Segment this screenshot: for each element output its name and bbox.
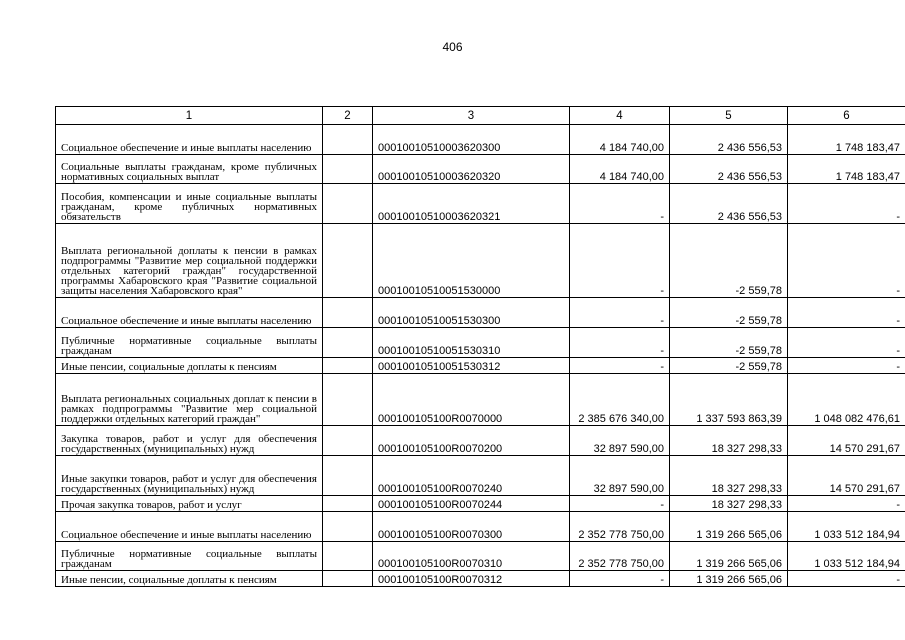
row-value-6: 1 748 183,47	[788, 155, 905, 184]
table-row	[56, 298, 905, 328]
row-col2	[323, 426, 373, 456]
row-value-4: -	[570, 298, 670, 328]
row-code: 000100105100R0070300	[373, 512, 570, 542]
row-value-6: 1 748 183,47	[788, 125, 905, 155]
row-name: Пособия, компенсации и иные социальные выплаты гражданам, кроме публичных нормативных обязательств	[56, 184, 323, 224]
row-code: 00010010510003620320	[373, 155, 570, 184]
row-code: 000100105100R0070244	[373, 496, 570, 512]
row-value-5: -2 559,78	[670, 298, 788, 328]
row-value-5: 1 319 266 565,06	[670, 512, 788, 542]
row-name: Иные закупки товаров, работ и услуг для обеспечения государственных (муниципальных) нужд	[56, 456, 323, 496]
row-value-6: 1 048 082 476,61	[788, 374, 905, 426]
row-value-6: -	[788, 571, 905, 587]
row-code: 00010010510003620300	[373, 125, 570, 155]
row-code: 00010010510051530000	[373, 224, 570, 298]
row-value-5: 1 319 266 565,06	[670, 542, 788, 571]
row-code: 000100105100R0070000	[373, 374, 570, 426]
table-row	[56, 426, 905, 456]
row-col2	[323, 571, 373, 587]
row-value-4: 4 184 740,00	[570, 155, 670, 184]
row-value-6: -	[788, 328, 905, 358]
row-name: Иные пенсии, социальные доплаты к пенсиям	[56, 571, 323, 587]
row-value-4: -	[570, 496, 670, 512]
row-value-5: 18 327 298,33	[670, 456, 788, 496]
row-value-4: 2 352 778 750,00	[570, 512, 670, 542]
row-value-4: -	[570, 184, 670, 224]
row-value-6: 1 033 512 184,94	[788, 542, 905, 571]
row-value-4: 2 385 676 340,00	[570, 374, 670, 426]
header-col-3: 3	[373, 107, 570, 125]
table-row	[56, 358, 905, 374]
row-value-5: 18 327 298,33	[670, 426, 788, 456]
row-col2	[323, 512, 373, 542]
row-name: Публичные нормативные социальные выплаты гражданам	[56, 542, 323, 571]
table-row	[56, 125, 905, 155]
row-value-5: 18 327 298,33	[670, 496, 788, 512]
row-value-4: 4 184 740,00	[570, 125, 670, 155]
page-number: 406	[442, 40, 463, 54]
table-row	[56, 542, 905, 571]
row-name: Социальное обеспечение и иные выплаты населению	[56, 298, 323, 328]
table-row	[56, 184, 905, 224]
header-col-1: 1	[56, 107, 323, 125]
row-name: Публичные нормативные социальные выплаты гражданам	[56, 328, 323, 358]
row-col2	[323, 456, 373, 496]
row-value-6: 14 570 291,67	[788, 426, 905, 456]
row-name: Выплата региональных социальных доплат к пенсии в рамках подпрограммы "Развитие мер социальной поддержки отдельных категорий граждан"	[56, 374, 323, 426]
table-row	[56, 328, 905, 358]
row-code: 000100105100R0070200	[373, 426, 570, 456]
row-value-5: -2 559,78	[670, 328, 788, 358]
row-col2	[323, 542, 373, 571]
header-col-5: 5	[670, 107, 788, 125]
row-value-6: -	[788, 224, 905, 298]
row-value-6: 1 033 512 184,94	[788, 512, 905, 542]
row-name: Закупка товаров, работ и услуг для обеспечения государственных (муниципальных) нужд	[56, 426, 323, 456]
row-name: Прочая закупка товаров, работ и услуг	[56, 496, 323, 512]
row-col2	[323, 125, 373, 155]
table-row	[56, 456, 905, 496]
row-value-4: 32 897 590,00	[570, 426, 670, 456]
row-name: Социальные выплаты гражданам, кроме публичных нормативных социальных выплат	[56, 155, 323, 184]
row-code: 00010010510051530310	[373, 328, 570, 358]
row-value-6: 14 570 291,67	[788, 456, 905, 496]
row-name: Иные пенсии, социальные доплаты к пенсиям	[56, 358, 323, 374]
row-value-5: -2 559,78	[670, 358, 788, 374]
row-value-6: -	[788, 298, 905, 328]
row-code: 00010010510051530312	[373, 358, 570, 374]
row-col2	[323, 496, 373, 512]
row-value-5: 2 436 556,53	[670, 125, 788, 155]
row-value-6: -	[788, 496, 905, 512]
row-code: 000100105100R0070240	[373, 456, 570, 496]
budget-table	[55, 106, 905, 587]
row-col2	[323, 155, 373, 184]
table-row	[56, 571, 905, 587]
row-code: 000100105100R0070310	[373, 542, 570, 571]
table-row	[56, 512, 905, 542]
row-value-5: -2 559,78	[670, 224, 788, 298]
row-value-4: -	[570, 358, 670, 374]
header-col-6: 6	[788, 107, 905, 125]
table-row	[56, 374, 905, 426]
table-row	[56, 155, 905, 184]
row-value-4: 32 897 590,00	[570, 456, 670, 496]
row-col2	[323, 358, 373, 374]
row-value-4: 2 352 778 750,00	[570, 542, 670, 571]
row-code: 000100105100R0070312	[373, 571, 570, 587]
row-value-5: 2 436 556,53	[670, 155, 788, 184]
row-col2	[323, 298, 373, 328]
row-value-6: -	[788, 358, 905, 374]
row-col2	[323, 374, 373, 426]
header-col-4: 4	[570, 107, 670, 125]
table-row	[56, 224, 905, 298]
row-code: 00010010510051530300	[373, 298, 570, 328]
row-value-4: -	[570, 328, 670, 358]
header-row	[56, 107, 905, 125]
row-col2	[323, 328, 373, 358]
row-name: Социальное обеспечение и иные выплаты населению	[56, 512, 323, 542]
row-value-4: -	[570, 224, 670, 298]
row-col2	[323, 224, 373, 298]
row-name: Социальное обеспечение и иные выплаты населению	[56, 125, 323, 155]
row-value-5: 2 436 556,53	[670, 184, 788, 224]
row-value-5: 1 319 266 565,06	[670, 571, 788, 587]
row-value-6: -	[788, 184, 905, 224]
header-col-2: 2	[323, 107, 373, 125]
row-name: Выплата региональной доплаты к пенсии в рамках подпрограммы "Развитие мер социальной поддержки отдельных категорий граждан" государственной программы Хабаровского края "Развитие социальной защиты населения Хабаровского края"	[56, 224, 323, 298]
row-code: 00010010510003620321	[373, 184, 570, 224]
row-value-4: -	[570, 571, 670, 587]
row-value-5: 1 337 593 863,39	[670, 374, 788, 426]
row-col2	[323, 184, 373, 224]
table-row	[56, 496, 905, 512]
